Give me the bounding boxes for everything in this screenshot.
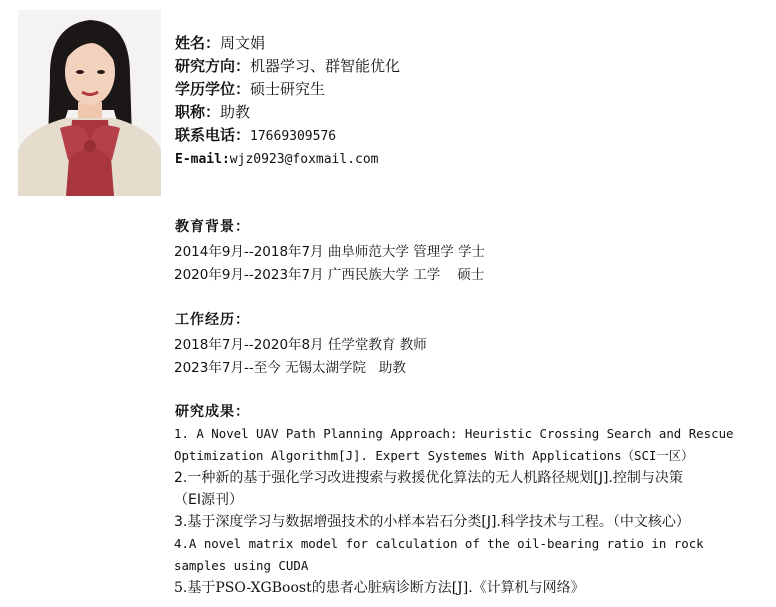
education-title: 教育背景： [175, 219, 250, 235]
name-label: 姓名： [175, 34, 221, 52]
education-item: 2014年9月--2018年7月 曲阜师范大学 管理学 学士 [174, 244, 486, 260]
title-value: 助教 [220, 103, 251, 121]
phone-label: 联系电话： [175, 126, 251, 144]
name-value: 周文娟 [220, 34, 266, 52]
work-title: 工作经历： [175, 312, 250, 328]
research-item-5: 5.基于PSO-XGBoost的患者心脏病诊断方法[J].《计算机与网络》 [174, 580, 585, 596]
name-row [175, 32, 400, 55]
research-item-1-line-1: 1. A Novel UAV Path Planning Approach: Heuristic Crossing Search and Rescue [174, 426, 734, 441]
phone-row [175, 124, 400, 147]
research-item-2-line-1: 2.一种新的基于强化学习改进搜索与救援优化算法的无人机路径规划[J].控制与决策 [174, 470, 683, 486]
profile-info [175, 32, 400, 170]
research-item-4-line-2: samples using CUDA [174, 558, 309, 573]
email-label: E-mail: [175, 152, 230, 167]
degree-row [175, 78, 400, 101]
title-label: 职称： [175, 103, 221, 121]
field-value: 机器学习、群智能优化 [250, 57, 401, 75]
work-item: 2018年7月--2020年8月 任学堂教育 教师 [174, 337, 427, 353]
email-row [175, 147, 400, 170]
education-item: 2020年9月--2023年7月 广西民族大学 工学 硕士 [174, 267, 485, 283]
degree-label: 学历学位： [175, 80, 251, 98]
field-label: 研究方向： [175, 57, 251, 75]
degree-value: 硕士研究生 [250, 80, 326, 98]
research-item-3: 3.基于深度学习与数据增强技术的小样本岩石分类[J].科学技术与工程。（中文核心） [174, 514, 690, 530]
work-item: 2023年7月--至今 无锡太湖学院 助教 [174, 360, 406, 376]
research-item [174, 423, 734, 599]
phone-value: 17669309576 [250, 129, 337, 144]
research-item-4-line-1: 4.A novel matrix model for calculation of the oil-bearing ratio in rock [174, 536, 704, 551]
research-item-2-line-2: （EI源刊） [174, 492, 243, 508]
title-row [175, 101, 400, 124]
email-value: wjz0923@foxmail.com [229, 152, 379, 167]
research-item-1-line-2: Optimization Algorithm[J]. Expert Systemes With Applications（SCI一区） [174, 448, 694, 463]
profile-photo [18, 10, 161, 196]
research-title: 研究成果： [175, 404, 250, 420]
field-row [175, 55, 400, 78]
